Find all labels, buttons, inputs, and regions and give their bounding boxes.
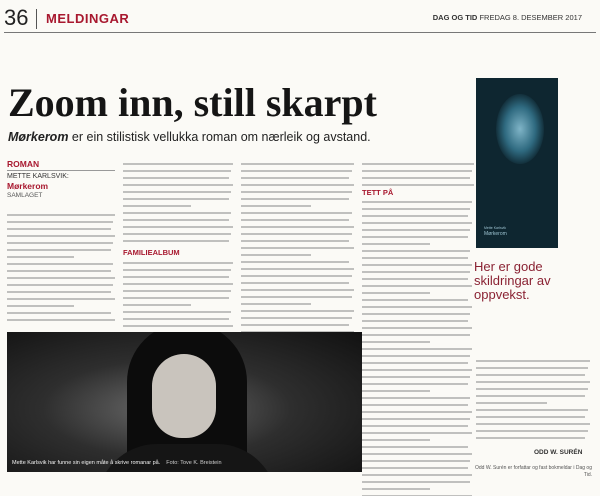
text-line <box>123 177 229 179</box>
text-line <box>362 278 468 280</box>
text-line <box>7 291 111 293</box>
text-line <box>362 467 468 469</box>
body-column-2-top <box>123 163 233 247</box>
text-line <box>476 360 590 362</box>
body-column-4-bottom <box>362 201 472 496</box>
text-line <box>7 256 74 258</box>
text-line <box>362 334 470 336</box>
review-factbox <box>7 159 115 199</box>
text-line <box>362 163 474 165</box>
text-line <box>123 304 191 306</box>
standfirst <box>8 130 371 144</box>
photo-shoulders-shape <box>97 444 277 472</box>
text-line <box>241 254 311 256</box>
text-line <box>241 247 354 249</box>
text-line <box>362 341 430 343</box>
text-line <box>123 219 229 221</box>
text-line <box>362 229 470 231</box>
text-line <box>362 474 472 476</box>
text-line <box>7 249 111 251</box>
text-line <box>362 348 472 350</box>
text-line <box>362 201 472 203</box>
text-line <box>241 163 354 165</box>
text-line <box>476 402 547 404</box>
text-line <box>362 446 468 448</box>
header-divider <box>36 9 37 29</box>
text-line <box>7 319 115 321</box>
text-line <box>362 215 468 217</box>
text-line <box>362 257 468 259</box>
text-line <box>362 397 470 399</box>
text-line <box>123 212 231 214</box>
header-rule <box>4 32 596 33</box>
text-line <box>241 177 349 179</box>
text-line <box>241 289 354 291</box>
text-line <box>241 205 311 207</box>
text-line <box>476 409 588 411</box>
text-line <box>362 320 468 322</box>
text-line <box>362 432 472 434</box>
text-line <box>362 355 470 357</box>
text-line <box>241 170 352 172</box>
text-line <box>362 439 430 441</box>
photo-face-shape <box>152 354 216 438</box>
body-column-1 <box>7 214 115 326</box>
text-line <box>362 285 472 287</box>
text-line <box>123 297 229 299</box>
text-line <box>241 275 352 277</box>
review-author: METTE KARLSVIK: <box>7 173 69 180</box>
text-line <box>7 263 113 265</box>
text-line <box>362 488 430 490</box>
text-line <box>241 282 349 284</box>
standfirst-text: er ein stilistisk vellukka roman om nærleik og avstand. <box>68 130 371 144</box>
section-label: MELDINGAR <box>46 11 130 26</box>
text-line <box>123 205 191 207</box>
text-line <box>362 250 470 252</box>
masthead <box>433 13 582 22</box>
text-line <box>241 233 352 235</box>
text-line <box>476 367 588 369</box>
text-line <box>476 437 585 439</box>
text-line <box>241 268 354 270</box>
book-cover-glow <box>496 94 544 164</box>
text-line <box>362 222 472 224</box>
text-line <box>7 214 115 216</box>
standfirst-book-title: Mørkerom <box>8 130 69 144</box>
text-line <box>362 313 470 315</box>
text-line <box>362 404 468 406</box>
photo-caption <box>12 460 357 466</box>
text-line <box>123 170 231 172</box>
text-line <box>362 453 472 455</box>
text-line <box>241 317 352 319</box>
text-line <box>241 296 352 298</box>
text-line <box>362 271 470 273</box>
text-line <box>241 191 352 193</box>
text-line <box>362 383 468 385</box>
text-line <box>7 221 113 223</box>
text-line <box>241 212 352 214</box>
text-line <box>362 292 430 294</box>
headline: Zoom inn, still skarpt <box>8 80 377 125</box>
text-line <box>362 299 468 301</box>
book-cover-author: Mette Karlsvik <box>484 226 506 230</box>
text-line <box>362 460 470 462</box>
text-line <box>241 219 349 221</box>
text-line <box>476 395 585 397</box>
text-line <box>123 325 233 327</box>
text-line <box>362 376 470 378</box>
body-column-5 <box>476 360 590 444</box>
text-line <box>123 311 231 313</box>
text-line <box>476 388 588 390</box>
text-line <box>362 177 470 179</box>
text-line <box>241 184 354 186</box>
review-publisher: SAMLAGET <box>7 192 43 199</box>
text-line <box>123 233 231 235</box>
text-line <box>362 481 470 483</box>
page-number: 36 <box>4 5 29 30</box>
text-line <box>123 262 233 264</box>
text-line <box>362 418 470 420</box>
pull-quote: Her er gode skildringar av oppvekst. <box>474 259 551 302</box>
text-line <box>241 226 354 228</box>
text-line <box>362 208 470 210</box>
text-line <box>362 390 430 392</box>
text-line <box>362 170 472 172</box>
subhead-tett-paa: TETT PÅ <box>362 188 394 197</box>
text-line <box>476 423 590 425</box>
text-line <box>7 270 111 272</box>
text-line <box>123 318 229 320</box>
photo-credit: Foto: Tove K. Breistein <box>166 460 222 466</box>
text-line <box>362 184 474 186</box>
body-column-4-top <box>362 163 474 191</box>
text-line <box>476 374 585 376</box>
text-line <box>123 240 229 242</box>
text-line <box>7 235 115 237</box>
text-line <box>362 425 468 427</box>
body-column-2-bottom <box>123 262 233 332</box>
text-line <box>362 411 472 413</box>
text-line <box>241 324 349 326</box>
author-note: Odd W. Surén er forfattar og fast bokmeldar i Dag og Tid. <box>474 465 592 478</box>
byline: ODD W. SURÉN <box>534 449 583 456</box>
text-line <box>476 381 590 383</box>
text-line <box>123 184 233 186</box>
publication-name: DAG OG TID <box>432 13 478 22</box>
photo-caption-text: Mette Karlsvik har funne sin eigen måte å skrive romanar på. <box>12 460 161 466</box>
text-line <box>241 310 354 312</box>
text-line <box>123 283 233 285</box>
text-line <box>362 264 472 266</box>
text-line <box>7 298 115 300</box>
author-photo <box>7 332 362 472</box>
text-line <box>241 240 349 242</box>
text-line <box>362 369 472 371</box>
text-line <box>241 261 349 263</box>
text-line <box>7 228 111 230</box>
text-line <box>123 163 233 165</box>
text-line <box>7 277 115 279</box>
text-line <box>476 430 588 432</box>
text-line <box>362 243 430 245</box>
text-line <box>123 191 231 193</box>
text-line <box>362 327 472 329</box>
text-line <box>362 236 468 238</box>
text-line <box>7 305 74 307</box>
text-line <box>123 290 231 292</box>
text-line <box>241 198 349 200</box>
text-line <box>123 269 231 271</box>
text-line <box>362 362 468 364</box>
text-line <box>123 198 229 200</box>
text-line <box>476 416 585 418</box>
text-line <box>7 242 113 244</box>
issue-date: FREDAG 8. DESEMBER 2017 <box>479 13 582 22</box>
text-line <box>123 226 233 228</box>
review-category: ROMAN <box>7 159 115 171</box>
text-line <box>241 303 311 305</box>
review-book-title: Mørkerom <box>7 181 49 191</box>
subhead-familiealbum: FAMILIEALBUM <box>123 248 180 257</box>
text-line <box>7 284 113 286</box>
book-cover-title: Mørkerom <box>484 231 507 237</box>
text-line <box>123 276 229 278</box>
text-line <box>7 312 111 314</box>
book-cover-image <box>476 78 558 248</box>
text-line <box>362 306 472 308</box>
